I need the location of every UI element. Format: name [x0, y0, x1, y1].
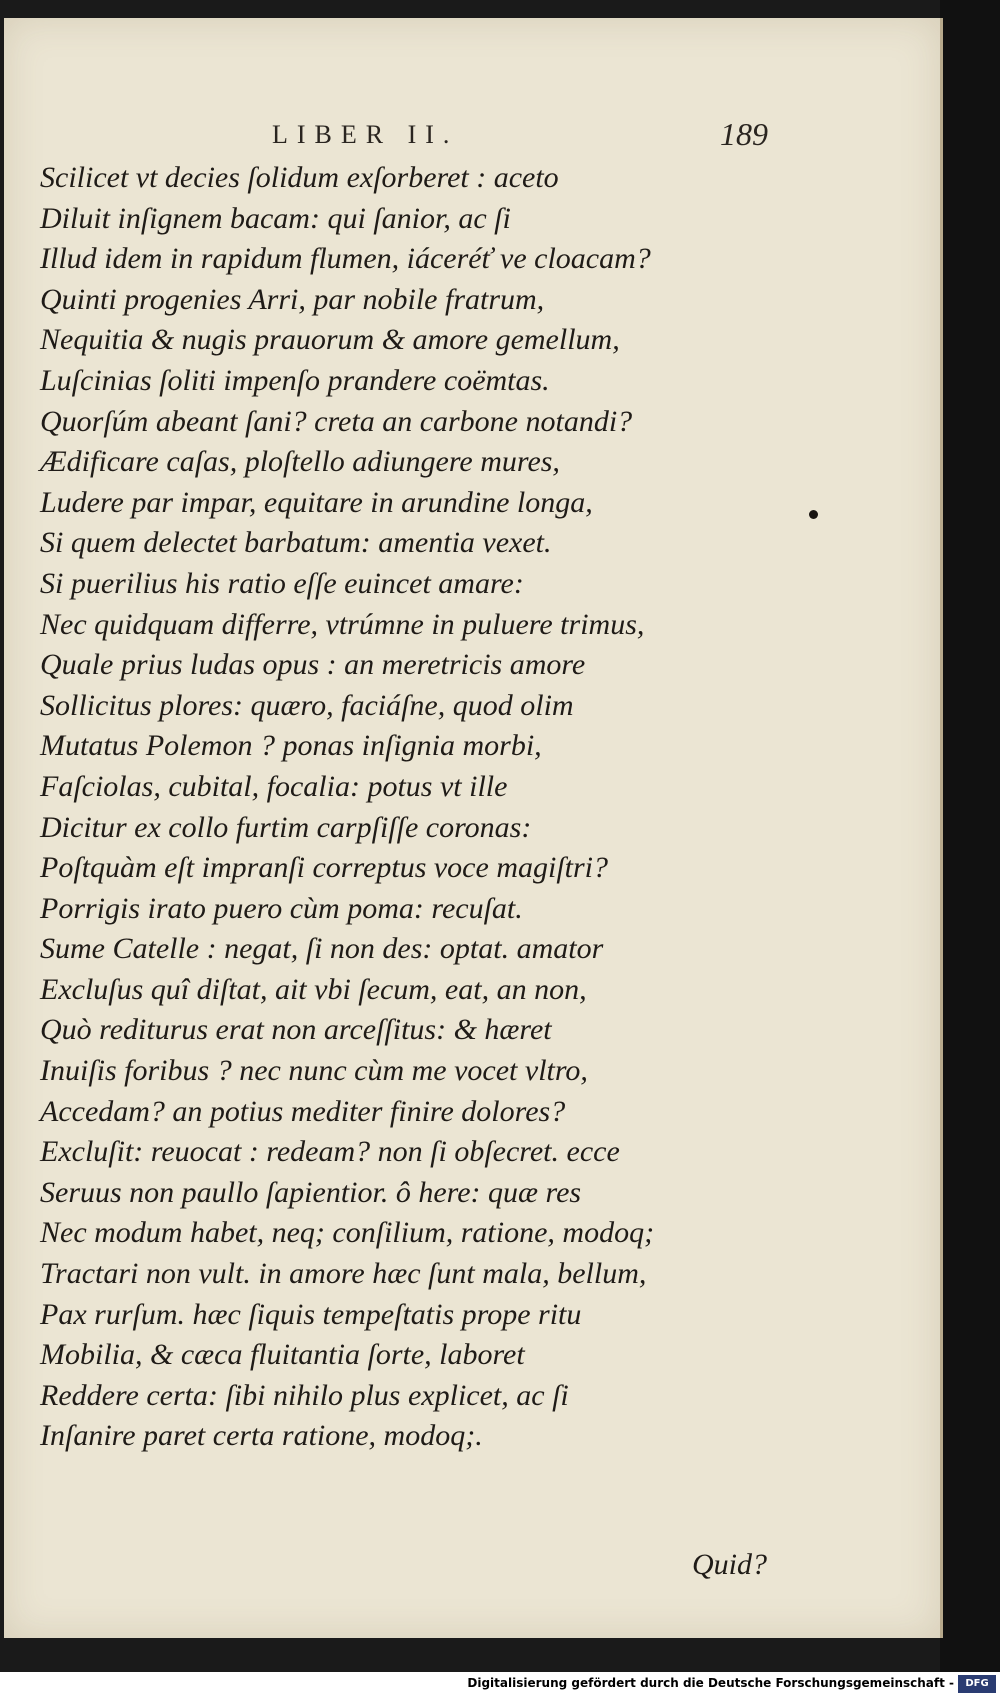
verse-line: Poſtquàm eſt impranſi correptus voce magiſtri? [40, 851, 608, 885]
verse-line: Nec quidquam differre, vtrúmne in puluere trimus, [40, 607, 645, 641]
verse-line: Faſciolas, cubital, focalia: potus vt ille [40, 769, 508, 803]
verse-line: Tractari non vult. in amore hæc ſunt mala, bellum, [40, 1257, 647, 1291]
verse-line: Illud idem in rapidum flumen, iáceréť ve cloacam? [40, 242, 651, 276]
book-title: LIBER II. [272, 120, 459, 149]
verse-line: Mobilia, & cæca fluitantia ſorte, laboret [40, 1338, 525, 1372]
verse-line: Inuiſis foribus ? nec nunc cùm me vocet vltro, [40, 1054, 588, 1088]
verse-line: Si quem delectet barbatum: amentia vexet. [40, 526, 552, 560]
verse-line: Dicitur ex collo furtim carpſiſſe coronas: [40, 810, 532, 844]
verse-line: Luſcinias ſoliti impenſo prandere coëmtas. [40, 363, 550, 397]
verse-line: Sollicitus plores: quæro, faciáſne, quod olim [40, 688, 574, 722]
verse-line: Ædificare caſas, ploſtello adiungere mures, [40, 445, 560, 479]
ink-spot [809, 510, 818, 519]
verse-line: Inſanire paret certa ratione, modoq;. [40, 1419, 483, 1453]
verse-line: Excluſus quî diſtat, ait vbi ſecum, eat, an non, [40, 972, 587, 1006]
verse-line: Quinti progenies Arri, par nobile fratrum, [40, 282, 545, 316]
verse-list [40, 158, 900, 1457]
verse-line: Excluſit: reuocat : redeam? non ſi obſecret. ecce [40, 1135, 620, 1169]
verse-line: Quale prius ludas opus : an meretricis amore [40, 648, 586, 682]
book-page [4, 18, 943, 1638]
footer-credit: Digitalisierung gefördert durch die Deutsche Forschungsgemeinschaft - [467, 1676, 954, 1690]
verse-line: Reddere certa: ſibi nihilo plus explicet, ac ſi [40, 1378, 569, 1412]
verse-line: Seruus non paullo ſapientior. ô here: quæ res [40, 1175, 582, 1209]
verse-line: Diluit inſignem bacam: qui ſanior, ac ſi [40, 201, 511, 235]
verse-line: Quò rediturus erat non arceſſitus: & hæret [40, 1013, 552, 1047]
verse-line: Nec modum habet, neq; conſilium, ratione, modoq; [40, 1216, 655, 1250]
verse-line: Porrigis irato puero cùm poma: recuſat. [40, 891, 523, 925]
verse-line: Ludere par impar, equitare in arundine longa, [40, 485, 593, 519]
verse-line: Pax rurſum. hæc ſiquis tempeſtatis prope ritu [40, 1297, 582, 1331]
verse-line: Mutatus Polemon ? ponas inſignia morbi, [40, 729, 542, 763]
verse-line: Sume Catelle : negat, ſi non des: optat. amator [40, 932, 604, 966]
verse-line: Nequitia & nugis prauorum & amore gemellum, [40, 323, 620, 357]
verse-line: Accedam? an potius mediter finire dolores? [40, 1094, 566, 1128]
catchword: Quid? [692, 1548, 767, 1581]
scan-background [940, 0, 1000, 1697]
verse-line: Quorſúm abeant ſani? creta an carbone notandi? [40, 404, 633, 438]
verse-line: Scilicet vt decies ſolidum exſorberet : aceto [40, 161, 559, 194]
page-number: 189 [720, 116, 768, 152]
digitization-footer [0, 1672, 1000, 1697]
verse-line: Si puerilius his ratio eſſe euincet amare: [40, 566, 524, 600]
running-head [4, 116, 940, 160]
dfg-logo: DFG [958, 1675, 996, 1693]
